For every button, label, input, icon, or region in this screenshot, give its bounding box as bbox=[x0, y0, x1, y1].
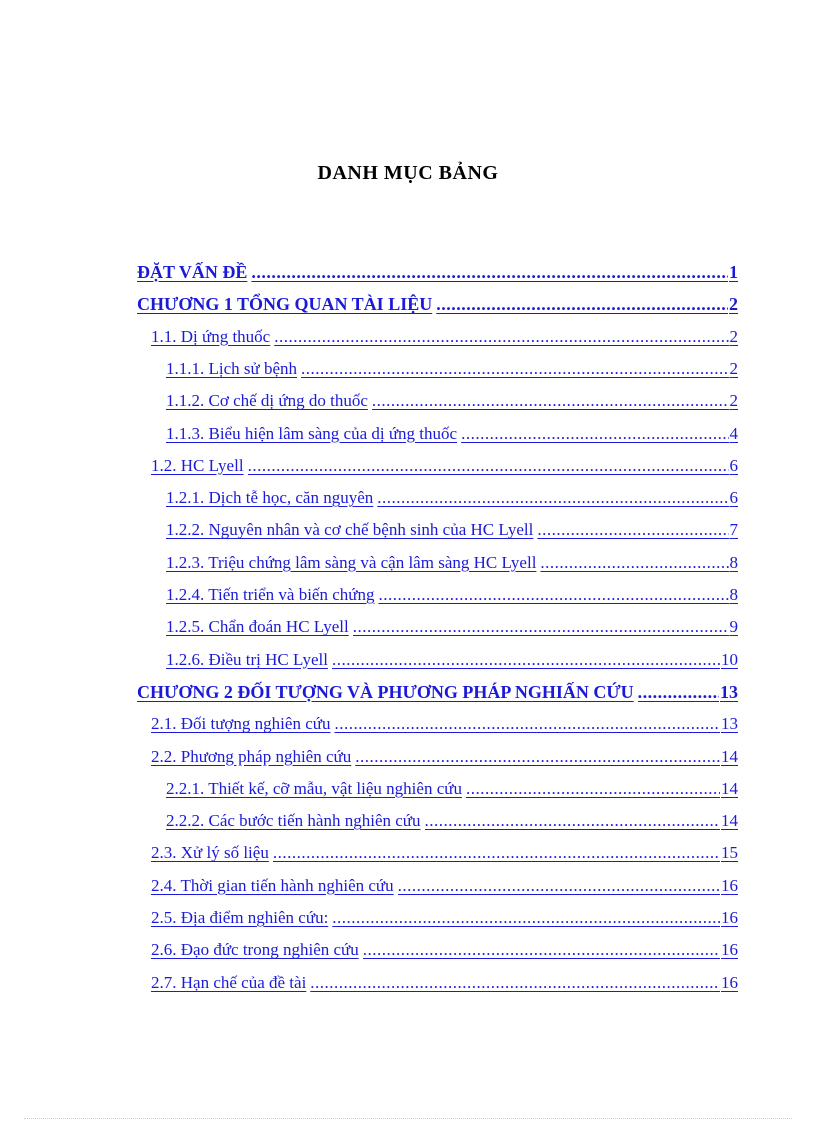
toc-entry-page-number: 16 bbox=[721, 908, 738, 927]
toc-entry-page-number: 15 bbox=[721, 843, 738, 863]
toc-entry-page-number: 1 bbox=[729, 262, 738, 282]
toc-entry-label: 1.1.3. Biểu hiện lâm sàng của dị ứng thuốc bbox=[166, 423, 458, 443]
toc-leader-dots bbox=[466, 779, 720, 799]
toc-leader-dots bbox=[301, 359, 728, 379]
toc-entry-label: 2.4. Thời gian tiến hành nghiên cứu bbox=[151, 875, 394, 895]
toc-entry-page-number: 2 bbox=[729, 294, 738, 315]
toc-entry-label: CHƯƠNG 2 ĐỐI TƯỢNG VÀ PHƯƠNG PHÁP NGHIẤN CỨU bbox=[137, 681, 634, 702]
toc-entry-label: 1.1.1. Lịch sử bệnh bbox=[166, 358, 298, 378]
toc-entry-label: 2.7. Hạn chế của đề tài bbox=[151, 972, 307, 992]
toc-entry[interactable] bbox=[137, 294, 738, 315]
toc-entry-page-number: 14 bbox=[721, 746, 738, 766]
toc-entry-page-number: 6 bbox=[729, 488, 738, 508]
toc-leader-dots bbox=[251, 262, 728, 283]
toc-leader-dots bbox=[353, 617, 729, 637]
toc-entry-page-number: 14 bbox=[721, 811, 738, 831]
toc-entry-label: 1.2.1. Dịch tễ học, căn nguyên bbox=[166, 488, 374, 508]
toc-entry-page-number: 2 bbox=[729, 326, 738, 346]
toc-entry[interactable] bbox=[151, 327, 738, 347]
toc-entry-page-number: 10 bbox=[721, 649, 738, 669]
toc-entry-page-number: 2 bbox=[729, 391, 738, 411]
toc-entry-label: CHƯƠNG 1 TỔNG QUAN TÀI LIỆU bbox=[137, 294, 433, 315]
toc-entry[interactable] bbox=[137, 262, 738, 283]
toc-leader-dots bbox=[363, 940, 720, 960]
toc-entry[interactable] bbox=[151, 908, 738, 928]
toc-entry[interactable] bbox=[166, 779, 738, 799]
toc-entry-page-number: 16 bbox=[721, 972, 738, 992]
toc-leader-dots bbox=[540, 553, 728, 573]
toc-entry-label: 1.2.5. Chẩn đoán HC Lyell bbox=[166, 617, 349, 637]
toc-entry-label: 2.1. Đối tượng nghiên cứu bbox=[151, 714, 331, 734]
toc-leader-dots bbox=[537, 520, 728, 540]
toc-entry-page-number: 16 bbox=[721, 940, 738, 960]
toc-entry[interactable] bbox=[166, 520, 738, 540]
toc-entry[interactable] bbox=[166, 617, 738, 637]
toc-leader-dots bbox=[372, 391, 729, 411]
toc-entry[interactable] bbox=[166, 359, 738, 379]
toc-leader-dots bbox=[310, 973, 720, 993]
toc-entry-label: 1.1. Dị ứng thuốc bbox=[151, 326, 271, 346]
toc-entry-label: ĐẶT VẤN ĐỀ bbox=[137, 262, 248, 282]
toc-entry-page-number: 4 bbox=[729, 423, 738, 443]
toc-entry[interactable] bbox=[137, 682, 738, 703]
toc-leader-dots bbox=[425, 811, 721, 831]
toc-entry[interactable] bbox=[151, 714, 738, 734]
toc-leader-dots bbox=[355, 747, 720, 767]
toc-entry-label: 1.2.6. Điều trị HC Lyell bbox=[166, 649, 328, 669]
toc-entry[interactable] bbox=[151, 973, 738, 993]
toc-entry[interactable] bbox=[151, 456, 738, 476]
page-title: DANH MỤC BẢNG bbox=[317, 162, 499, 184]
toc-leader-dots bbox=[332, 908, 720, 928]
toc-leader-dots bbox=[273, 843, 720, 863]
toc-leader-dots bbox=[378, 585, 728, 605]
toc-entry-label: 1.1.2. Cơ chế dị ứng do thuốc bbox=[166, 391, 368, 411]
toc-entry[interactable] bbox=[151, 940, 738, 960]
page-bottom-divider bbox=[24, 1118, 792, 1119]
toc-entry-label: 1.2.4. Tiến triển và biến chứng bbox=[166, 585, 375, 604]
toc-entry-label: 2.5. Địa điểm nghiên cứu: bbox=[151, 908, 329, 927]
toc-entry-page-number: 7 bbox=[729, 520, 738, 540]
toc-leader-dots bbox=[398, 876, 720, 896]
toc-leader-dots bbox=[377, 488, 728, 508]
toc-leader-dots bbox=[274, 327, 728, 347]
toc-entry-page-number: 8 bbox=[729, 552, 738, 572]
toc-entry[interactable] bbox=[166, 553, 738, 573]
toc-leader-dots bbox=[334, 714, 720, 734]
toc-entry-page-number: 13 bbox=[721, 714, 738, 734]
toc-entry-page-number: 9 bbox=[729, 617, 738, 637]
toc-entry-label: 2.2.2. Các bước tiến hành nghiên cứu bbox=[166, 811, 421, 831]
toc-leader-dots bbox=[638, 682, 719, 703]
toc-entry-page-number: 8 bbox=[729, 585, 738, 604]
toc-entry-label: 1.2.3. Triệu chứng lâm sàng và cận lâm sàng HC Lyell bbox=[166, 552, 537, 572]
toc-leader-dots bbox=[248, 456, 729, 476]
toc-entry-page-number: 2 bbox=[729, 358, 738, 378]
toc-entry-page-number: 16 bbox=[721, 875, 738, 895]
toc-entry-page-number: 6 bbox=[729, 455, 738, 475]
toc-entry-page-number: 13 bbox=[720, 681, 738, 702]
toc-entry[interactable] bbox=[166, 650, 738, 670]
toc-entry[interactable] bbox=[166, 391, 738, 411]
toc-entry-label: 2.2. Phương pháp nghiên cứu bbox=[151, 746, 352, 766]
toc-entry[interactable] bbox=[166, 585, 738, 605]
toc-entry[interactable] bbox=[151, 747, 738, 767]
toc-entry[interactable] bbox=[151, 876, 738, 896]
toc-entry[interactable] bbox=[166, 424, 738, 444]
toc-entry-label: 2.2.1. Thiết kế, cỡ mẫu, vật liệu nghiên cứu bbox=[166, 778, 462, 798]
toc-leader-dots bbox=[436, 294, 728, 315]
toc-entry-label: 1.2. HC Lyell bbox=[151, 455, 244, 475]
toc-entry[interactable] bbox=[151, 843, 738, 863]
toc-leader-dots bbox=[461, 424, 728, 444]
toc-leader-dots bbox=[332, 650, 720, 670]
toc-entry[interactable] bbox=[166, 811, 738, 831]
toc-entry[interactable] bbox=[166, 488, 738, 508]
toc-entry-label: 1.2.2. Nguyên nhân và cơ chế bệnh sinh của HC Lyell bbox=[166, 520, 534, 540]
toc-entry-page-number: 14 bbox=[721, 778, 738, 798]
toc-entry-label: 2.3. Xử lý số liệu bbox=[151, 843, 269, 863]
toc-entry-label: 2.6. Đạo đức trong nghiên cứu bbox=[151, 940, 359, 960]
